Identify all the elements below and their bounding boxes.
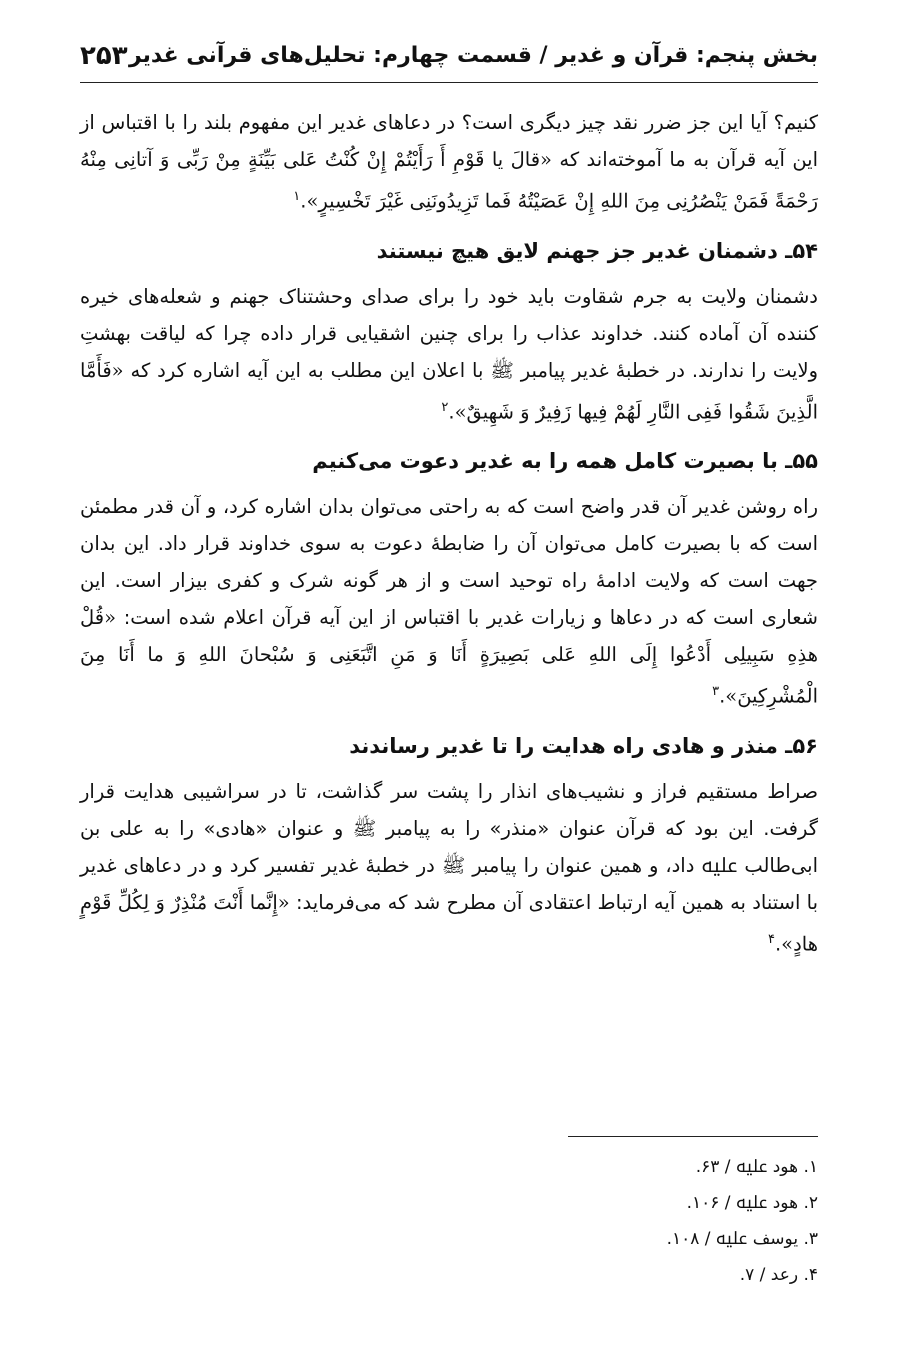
page-number: ۲۵۳: [80, 41, 128, 71]
page-body: [80, 104, 818, 962]
paragraph-end: .: [719, 684, 726, 708]
quran-quote: «فَأَمَّا الَّذِینَ شَقُوا فَفِی النَّارِ لَهُمْ فِیها زَفِیرٌ وَ شَهِیقٌ»: [80, 358, 818, 423]
quran-quote: «إِنَّما أَنْتَ مُنْذِرٌ وَ لِکُلِّ قَوْمٍ هادٍ»: [80, 890, 818, 955]
paragraph-end: .: [774, 932, 782, 955]
section-heading-54: ۵۴ـ دشمنان غدیر جز جهنم لایق هیچ نیستند: [376, 238, 818, 263]
section-paragraph-54: [80, 278, 818, 431]
quran-quote: «قُلْ هذِهِ سَبِیلِی أَدْعُوا إِلَی اللهِ عَلی بَصِیرَةٍ أَنَا وَ مَنِ اتَّبَعَنِی وَ سُبْحانَ اللهِ وَ ما أَنَا مِنَ الْمُشْرِکِینَ»: [80, 606, 818, 708]
paragraph-text: صراط مستقیم فراز و نشیب‌های انذار را پشت سر گذاشت، تا در سراشیبی هدایت قرار گرفت. این بود که قرآن عنوان «منذر» را به پیامبر ﷺ و عنوان «هادی» را به علی بن ابی‌طالب ﷷ داد، و همین عنوان را پیامبر ﷺ در خطبهٔ غدیر تفسیر کرد و در دعاهای غدیر با استناد به همین آیه ارتباط اعتقادی آن مطرح شد که می‌فرماید:: [80, 779, 819, 914]
running-title: بخش پنجم: قرآن و غدیر / قسمت چهارم: تحلیل‌های قرآنی غدیر: [128, 43, 818, 68]
footnote-ref: ۴: [767, 931, 775, 947]
paragraph-end: .: [300, 189, 307, 213]
paragraph-text: کنیم؟ آیا این جز ضرر نقد چیز دیگری است؟ در دعاهای غدیر این مفهوم بلند را با اقتباس از این آیه قرآن به ما آموخته‌اند که: [80, 111, 819, 171]
footnote-rule: [568, 1136, 818, 1137]
paragraph-text: دشمنان ولایت به جرم شقاوت باید خود را برای صدای وحشتناک جهنم و شعله‌های خیره کننده آن آماده کنند. خداوند عذاب را برای چنین اشقیایی قرار داده چرا که لیاقت بهشتِ ولایت را ندارند. در خطبهٔ غدیر پیامبر ﷺ با اعلان این مطلب به این آیه اشاره کرد که: [80, 284, 818, 382]
running-header: [80, 36, 818, 76]
section-paragraph-56: [80, 773, 818, 963]
footnote-ref: ۱: [293, 189, 301, 204]
footnote-ref: ۳: [712, 684, 720, 699]
footnote-4: ۴. رعد / ۷.: [739, 1265, 818, 1285]
footnote-2: ۲. هود ﷷ / ۱۰۶.: [686, 1193, 818, 1213]
section-heading-55: ۵۵ـ با بصیرت کامل همه را به غدیر دعوت می‌کنیم: [312, 449, 818, 473]
footnote-3: ۳. یوسف ﷷ / ۱۰۸.: [666, 1229, 818, 1249]
footnotes: [80, 1136, 818, 1293]
section-paragraph-55: [80, 488, 818, 715]
quran-quote: «قالَ یا قَوْمِ أَ رَأَیْتُمْ إِنْ کُنْتُ عَلی بَیِّنَةٍ مِنْ رَبِّی وَ آتانِی مِنْهُ رَحْمَةً فَمَنْ یَنْصُرُنِی مِنَ اللهِ إِنْ عَصَیْتُهُ فَما تَزِیدُونَنِی غَیْرَ تَخْسِیرٍ»: [80, 148, 818, 213]
paragraph-text: راه روشن غدیر آن قدر واضح است که به راحتی می‌توان بدان اشاره کرد، و آن قدر مطمئن است که با بصیرت کامل می‌توان آن را ضابطهٔ دعوت به سوی خداوند قرار داد. این بدان جهت است که ولایت ادامهٔ راه توحید است و از هر گونه شرک و کفری بیزار است. این شعاری است که در دعاها و زیارات غدیر با اقتباس از این آیه قرآن اعلام شده است:: [80, 495, 818, 629]
footnote-ref: ۲: [441, 399, 449, 415]
section-heading-56: ۵۶ـ منذر و هادی راه هدایت را تا غدیر رساندند: [349, 733, 818, 758]
intro-paragraph: [80, 104, 818, 220]
footnote-1: ۱. هود ﷷ / ۶۳.: [695, 1157, 818, 1177]
header-rule: [80, 82, 818, 83]
paragraph-end: .: [448, 400, 455, 423]
